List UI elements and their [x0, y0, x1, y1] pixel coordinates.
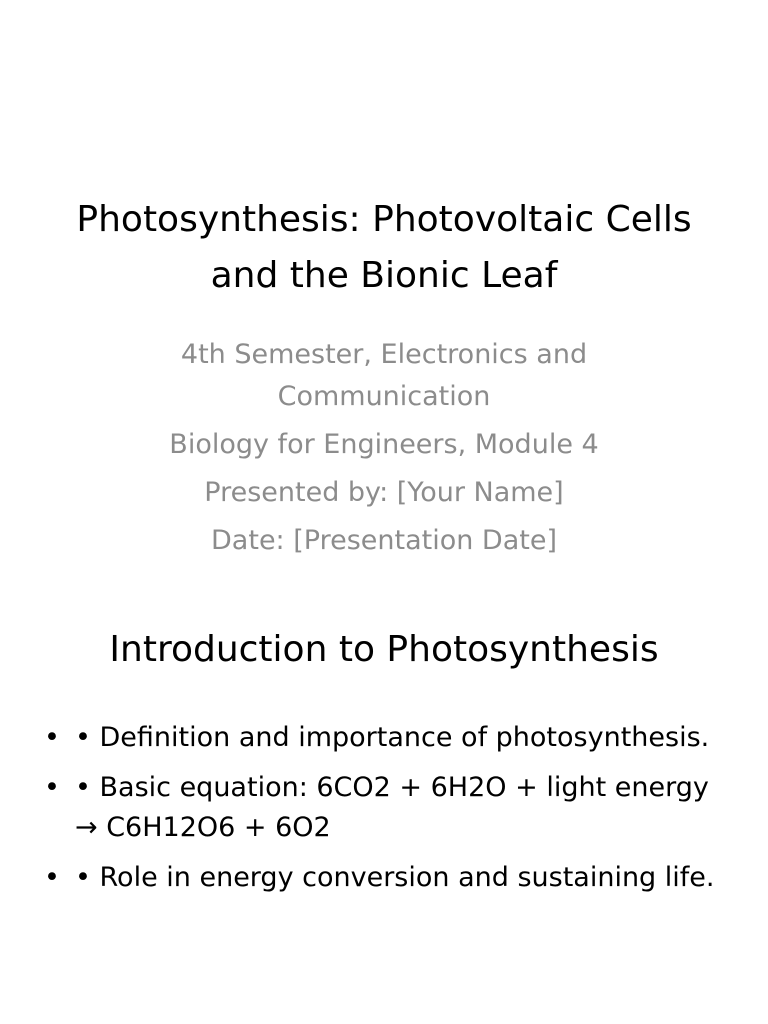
- bullet-text: • Basic equation: 6CO2 + 6H2O + light energy → C6H12O6 + 6O2: [75, 772, 709, 843]
- bullet-marker-icon: •: [44, 722, 60, 753]
- bullet-marker-icon: •: [44, 862, 60, 893]
- list-item: [38, 858, 738, 898]
- slide-title: Photosynthesis: Photovoltaic Cells and the Bionic Leaf: [76, 199, 692, 296]
- slide-subtitle: [110, 334, 658, 568]
- list-item: [38, 718, 738, 758]
- slide-heading: Introduction to Photosynthesis: [109, 629, 659, 670]
- bullet-list: [38, 718, 738, 908]
- bullet-text: • Definition and importance of photosynthesis.: [75, 722, 710, 753]
- bullet-marker-icon: •: [44, 772, 60, 803]
- subtitle-line-semester: 4th Semester, Electronics and Communication: [180, 339, 588, 412]
- content-slide: [0, 576, 768, 1024]
- subtitle-line-presenter: Presented by: [Your Name]: [204, 477, 564, 508]
- subtitle-line-course: Biology for Engineers, Module 4: [169, 429, 599, 460]
- list-item: [38, 768, 738, 848]
- subtitle-line-date: Date: [Presentation Date]: [211, 525, 557, 556]
- bullet-text: • Role in energy conversion and sustaining life.: [75, 862, 715, 893]
